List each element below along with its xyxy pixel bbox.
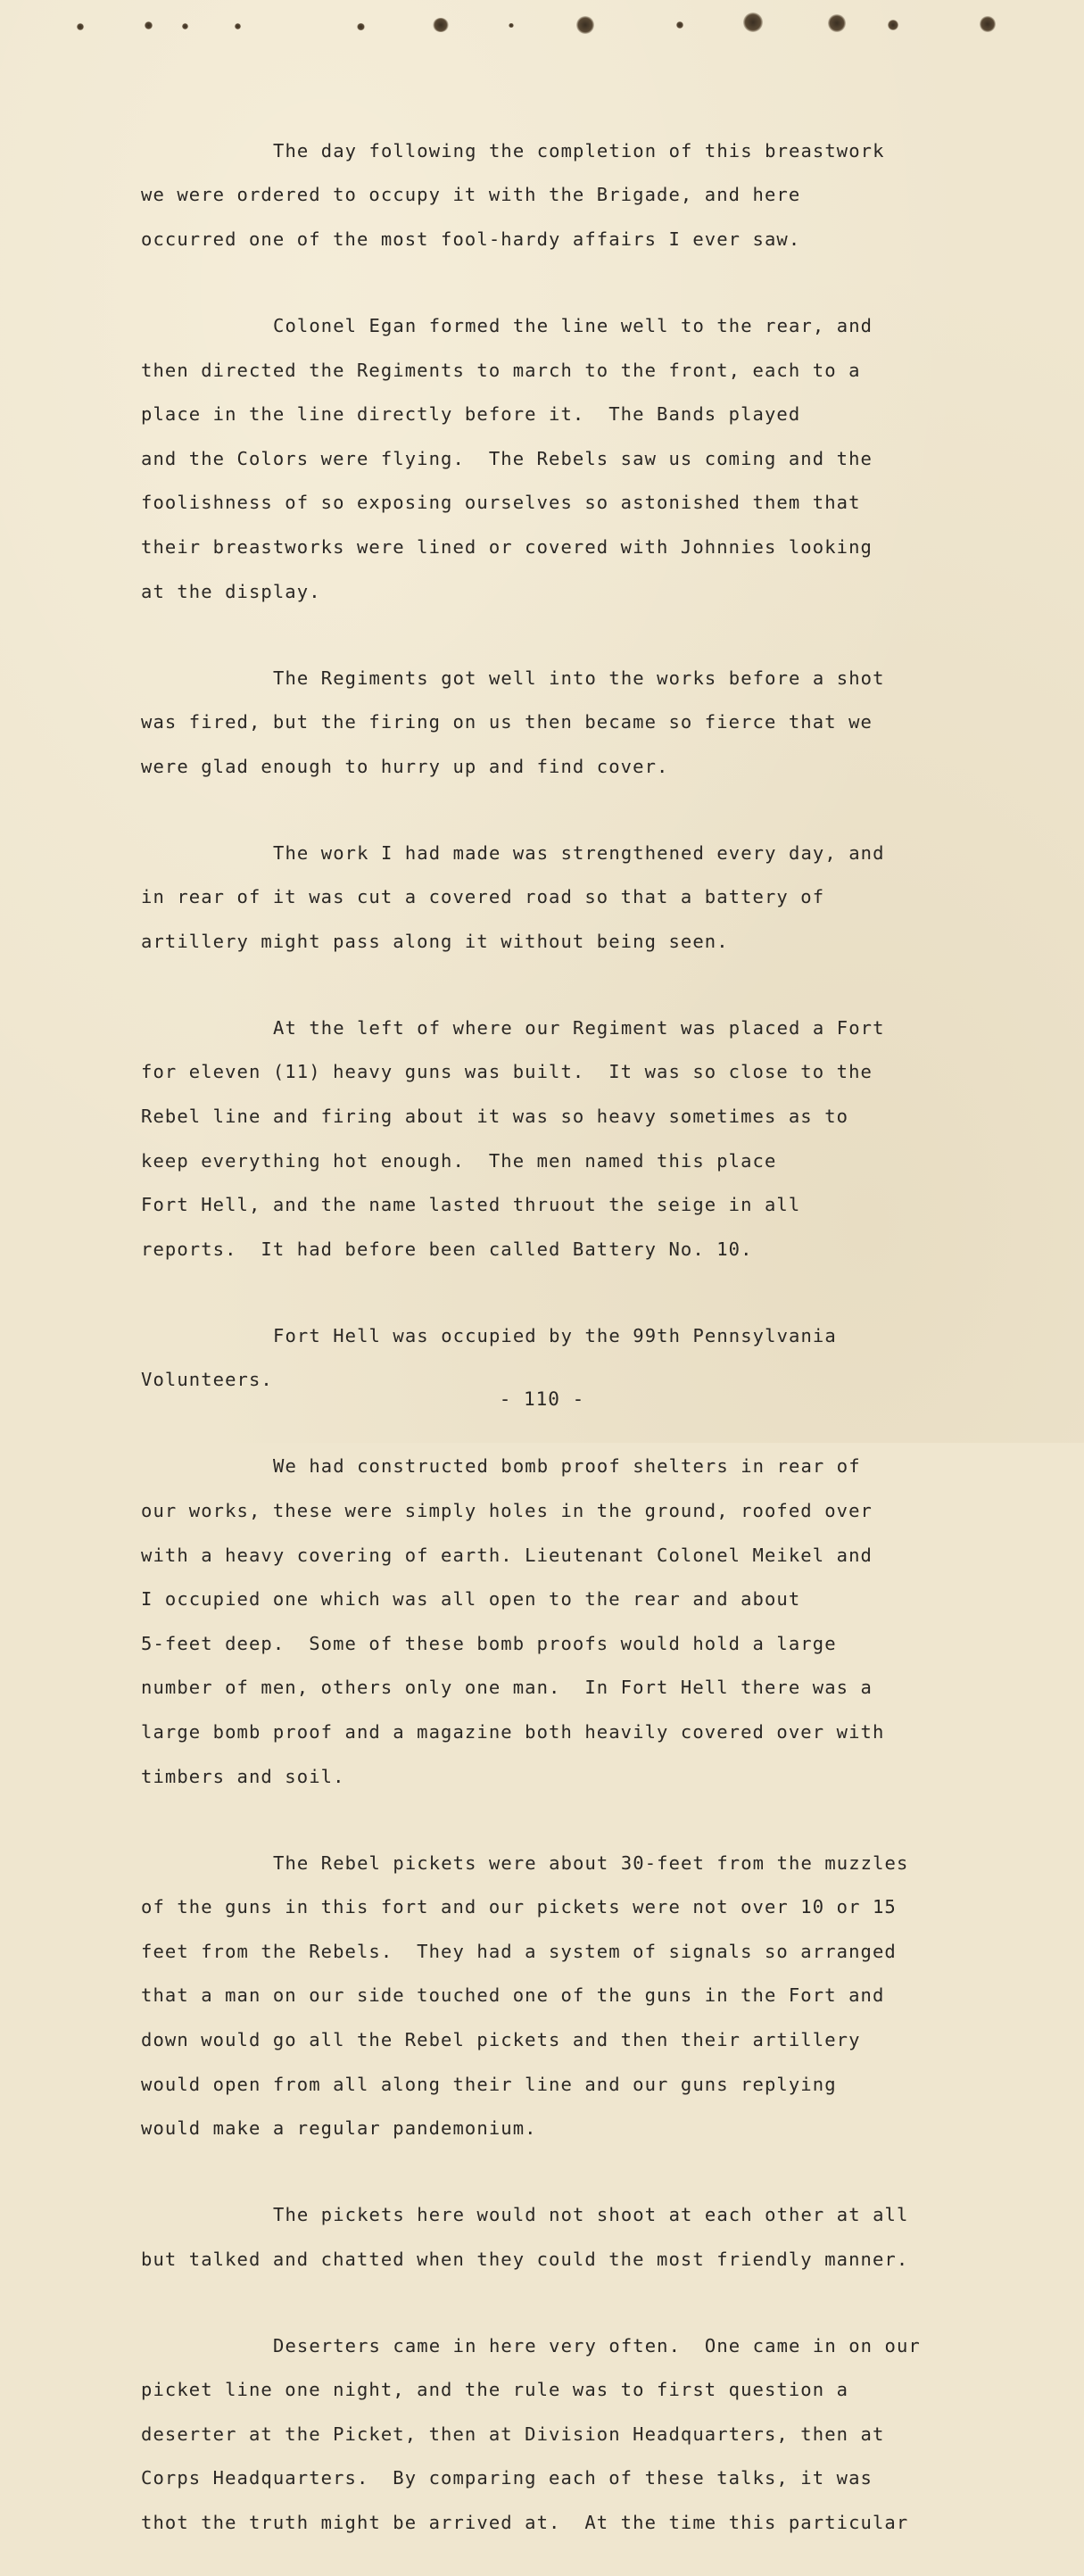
paragraph xyxy=(141,1830,997,2162)
text-line: thot the truth might be arrived at. At the time this particular xyxy=(141,2512,909,2534)
paragraph xyxy=(141,1434,997,1810)
text-line: At the left of where our Regiment was placed a Fort xyxy=(273,1016,885,1039)
text-line: in rear of it was cut a covered road so that a battery of xyxy=(141,886,825,908)
text-line: would open from all along their line and our guns replying xyxy=(141,2073,837,2095)
typed-text-body xyxy=(141,118,997,2576)
text-line: Fort Hell, and the name lasted thruout the seige in all xyxy=(141,1194,801,1216)
text-line: and the Colors were flying. The Rebels saw us coming and the xyxy=(141,447,873,469)
text-line: Volunteers. xyxy=(141,1369,273,1391)
punch-hole xyxy=(888,20,898,30)
text-line: down would go all the Rebel pickets and then their artillery xyxy=(141,2028,861,2050)
punch-hole xyxy=(145,21,153,29)
punch-hole xyxy=(182,23,188,29)
paragraph xyxy=(141,2313,997,2556)
text-line: Colonel Egan formed the line well to the rear, and xyxy=(273,314,873,336)
text-line: The Regiments got well into the works before a shot xyxy=(273,667,885,689)
text-line: deserter at the Picket, then at Division Headquarters, then at xyxy=(141,2423,885,2445)
punch-hole xyxy=(357,23,365,30)
text-line: timbers and soil. xyxy=(141,1765,345,1787)
punch-hole xyxy=(576,16,594,34)
punch-hole xyxy=(676,21,683,29)
text-line: for eleven (11) heavy guns was built. It was so close to the xyxy=(141,1061,873,1083)
text-line: We had constructed bomb proof shelters in rear of xyxy=(273,1455,861,1478)
punch-hole xyxy=(980,16,996,32)
punch-holes xyxy=(71,12,1017,39)
text-line: we were ordered to occupy it with the Brigade, and here xyxy=(141,184,801,206)
text-line: at the display. xyxy=(141,580,321,602)
text-line: Rebel line and firing about it was so heavy sometimes as to xyxy=(141,1106,849,1128)
text-line: place in the line directly before it. The Bands played xyxy=(141,403,801,426)
punch-hole xyxy=(509,23,514,28)
text-line: The day following the completion of this breastwork xyxy=(273,139,885,162)
text-line: number of men, others only one man. In Fort Hell there was a xyxy=(141,1677,873,1699)
text-line: I occupied one which was all open to the rear and about xyxy=(141,1588,801,1611)
text-line: of the guns in this fort and our pickets were not over 10 or 15 xyxy=(141,1896,897,1918)
text-line: occurred one of the most fool-hardy affairs I ever saw. xyxy=(141,228,801,250)
punch-hole xyxy=(743,12,763,32)
punch-hole xyxy=(77,23,84,30)
text-line: Corps Headquarters. By comparing each of these talks, it was xyxy=(141,2467,873,2489)
text-line: keep everything hot enough. The men named this place xyxy=(141,1149,777,1172)
text-line: was fired, but the firing on us then became so fierce that we xyxy=(141,711,873,733)
paragraph xyxy=(141,293,997,625)
text-line: picket line one night, and the rule was to first question a xyxy=(141,2379,849,2401)
text-line: but talked and chatted when they could the most friendly manner. xyxy=(141,2248,909,2270)
text-line: then directed the Regiments to march to the front, each to a xyxy=(141,359,861,381)
page-number: - 110 - xyxy=(499,1388,585,1410)
text-line: Deserters came in here very often. One came in on our xyxy=(273,2334,921,2357)
paragraph xyxy=(141,645,997,800)
text-line: The pickets here would not shoot at each other at all xyxy=(273,2204,909,2226)
text-line: feet from the Rebels. They had a system of signals so arranged xyxy=(141,1940,897,1962)
paragraph xyxy=(141,995,997,1282)
punch-hole xyxy=(433,18,449,32)
paragraph xyxy=(141,820,997,975)
paragraph xyxy=(141,2182,997,2292)
text-line: their breastworks were lined or covered with Johnnies looking xyxy=(141,535,873,558)
text-line: foolishness of so exposing ourselves so astonished them that xyxy=(141,492,861,514)
text-line: 5-feet deep. Some of these bomb proofs would hold a large xyxy=(141,1632,837,1654)
paragraph xyxy=(141,118,997,273)
punch-hole xyxy=(828,14,846,32)
text-line: our works, these were simply holes in the ground, roofed over xyxy=(141,1499,873,1521)
text-line: The Rebel pickets were about 30-feet from the muzzles xyxy=(273,1851,909,1874)
text-line: that a man on our side touched one of the guns in the Fort and xyxy=(141,1984,885,2007)
text-line: would make a regular pandemonium. xyxy=(141,2117,537,2140)
text-line: Fort Hell was occupied by the 99th Pennsylvania xyxy=(273,1324,837,1346)
text-line: with a heavy covering of earth. Lieutenant Colonel Meikel and xyxy=(141,1544,873,1566)
text-line: reports. It had before been called Battery No. 10. xyxy=(141,1238,753,1260)
text-line: The work I had made was strengthened every day, and xyxy=(273,841,885,864)
text-line: large bomb proof and a magazine both heavily covered over with xyxy=(141,1720,885,1743)
punch-hole xyxy=(235,23,241,29)
text-line: artillery might pass along it without being seen. xyxy=(141,930,729,952)
text-line: were glad enough to hurry up and find cover. xyxy=(141,755,669,777)
